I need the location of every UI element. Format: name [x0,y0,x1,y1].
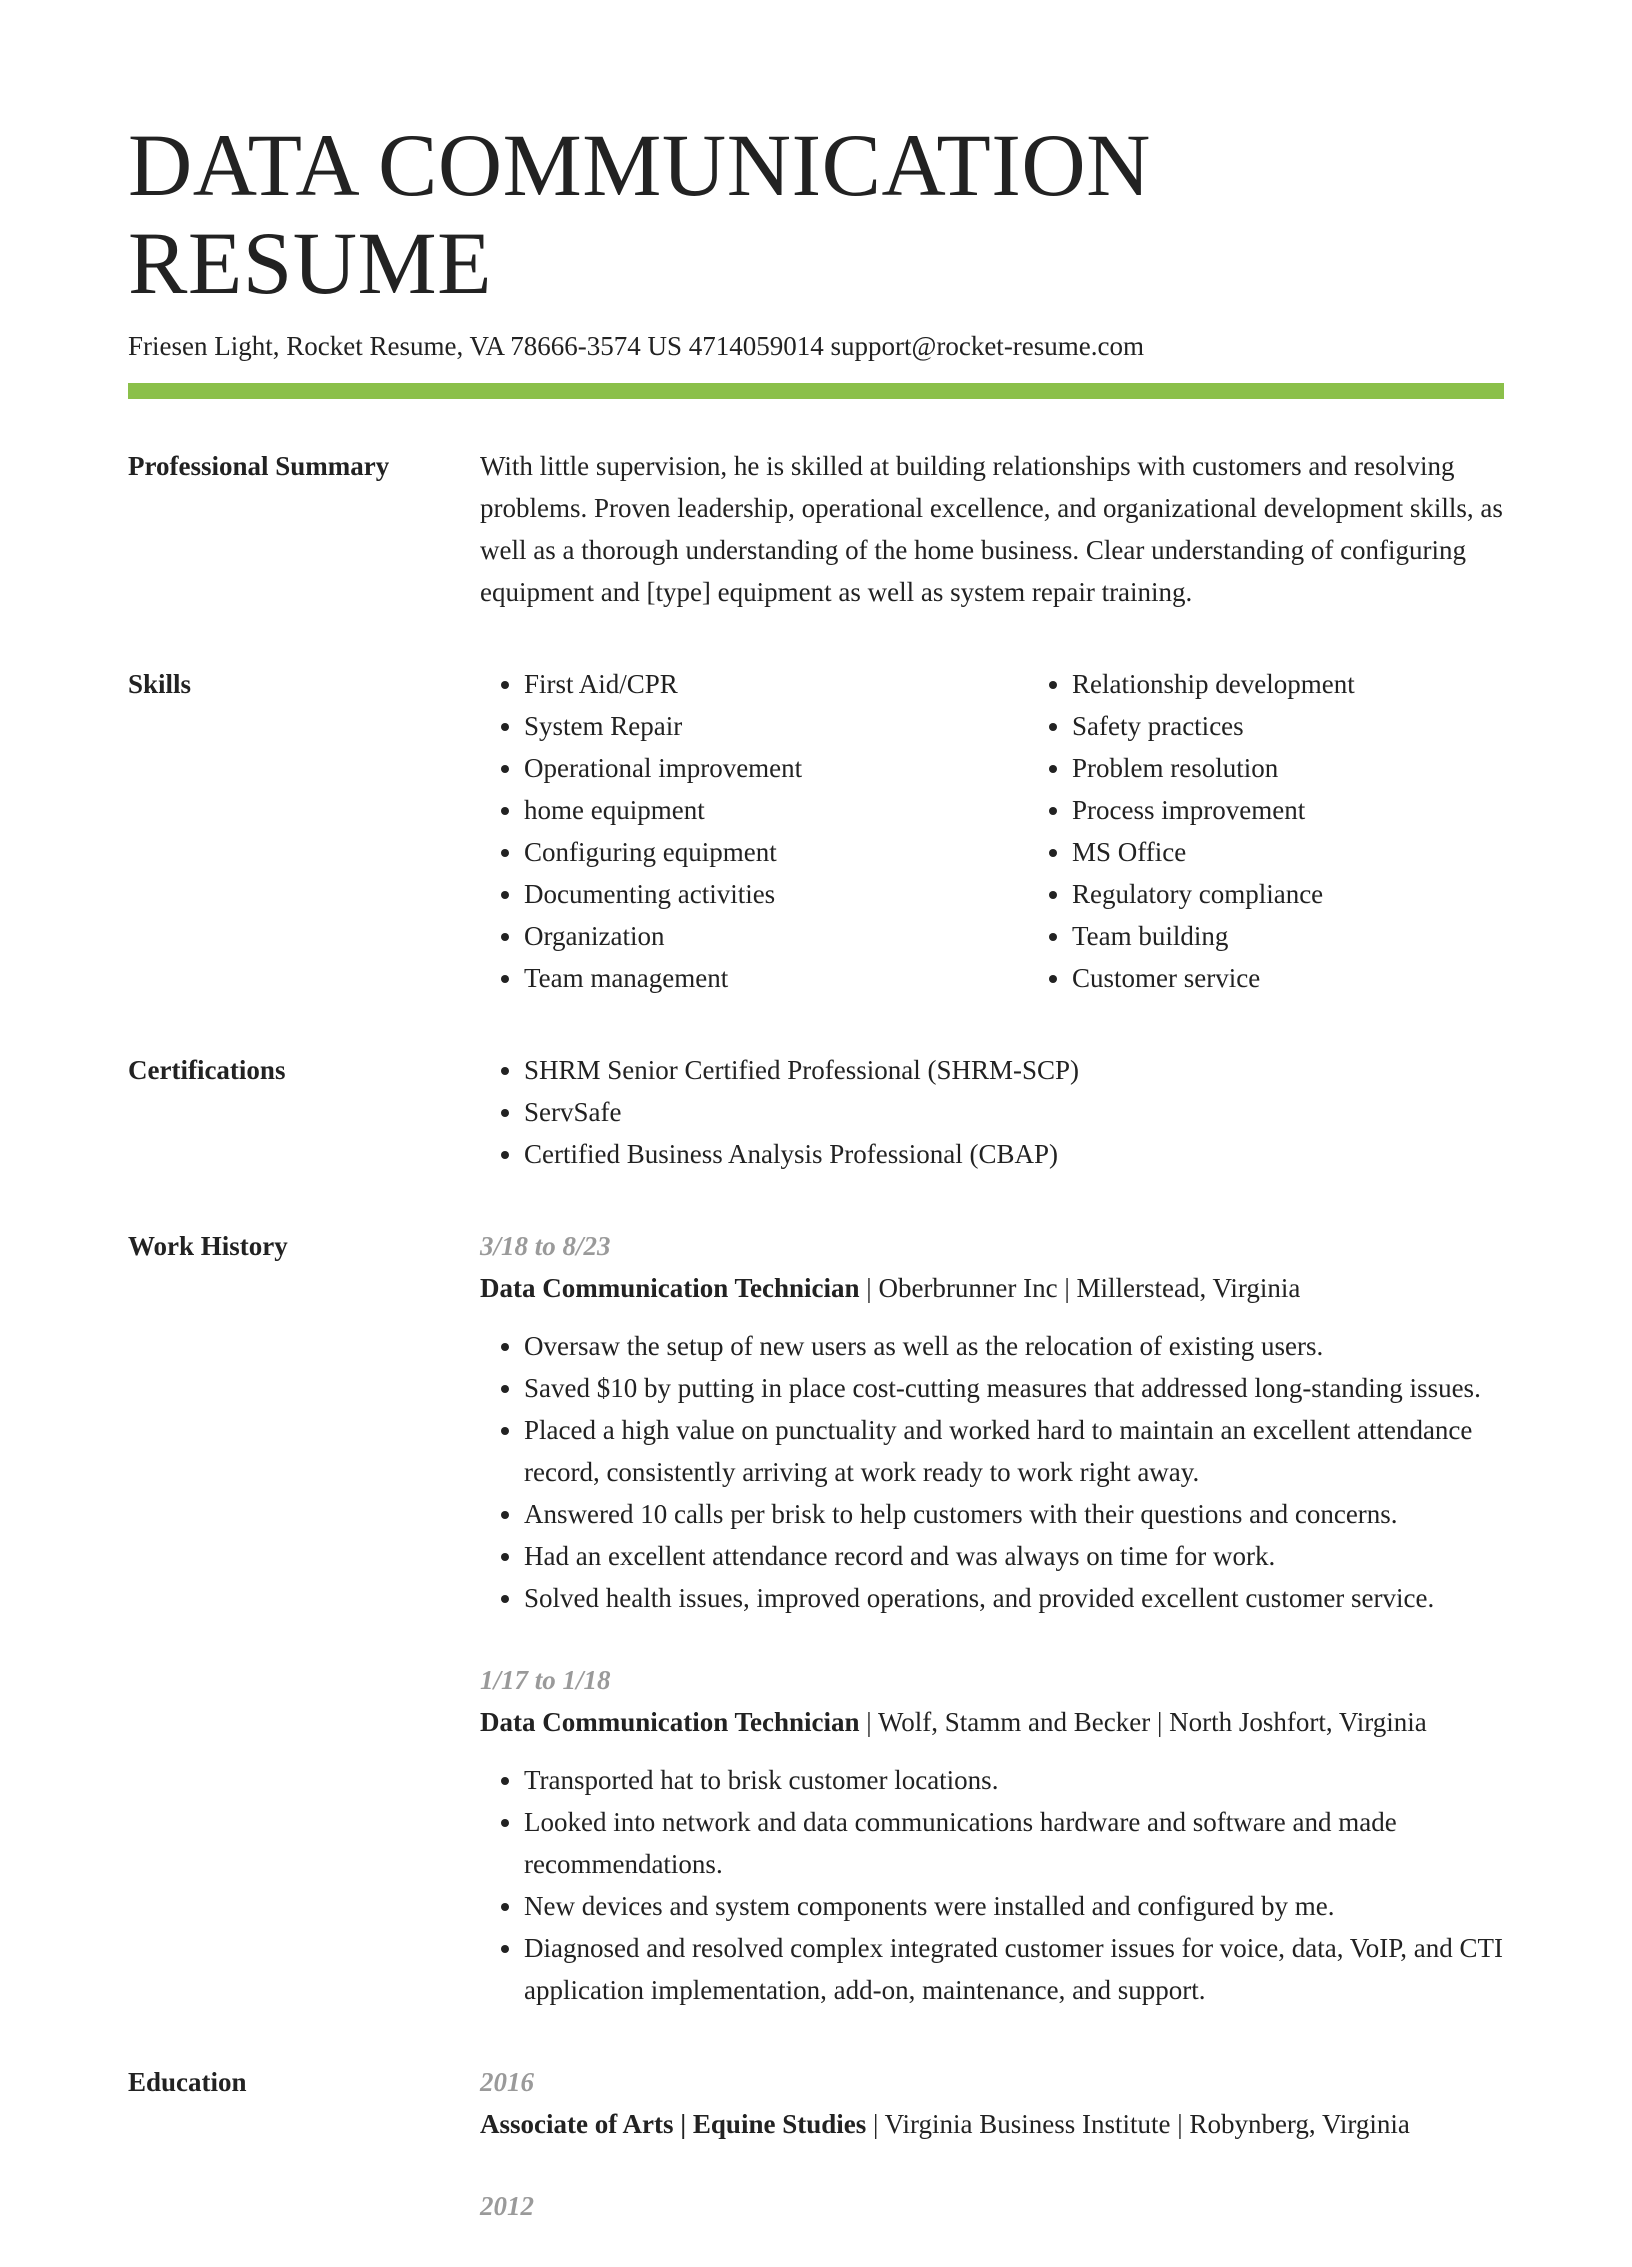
job-duty: • Looked into network and data communications hardware and software and made recommendations. [524,1801,1504,1885]
contact-info: Friesen Light, Rocket Resume, VA 78666-3574 US 4714059014 support@rocket-resume.com [128,330,1145,361]
job-duty: • New devices and system components were installed and configured by me. [524,1885,1504,1927]
skill-item: • Regulatory compliance [1072,873,1576,915]
job-duty: • Oversaw the setup of new users as well as the relocation of existing users. [524,1325,1504,1367]
job-duty: • Solved health issues, improved operations, and provided excellent customer service. [524,1577,1504,1619]
job-entry [480,1659,1504,2011]
job-duty: • Transported hat to brisk customer locations. [524,1759,1504,1801]
job-entry [480,1225,1504,1619]
skill-item: • Problem resolution [1072,747,1576,789]
skill-item: • Documenting activities [524,873,1028,915]
skill-item: • Safety practices [1072,705,1576,747]
skill-item: • Team building [1072,915,1576,957]
skills-list-right [1028,663,1576,999]
work-history-section [128,1225,1504,2011]
section-heading: Certifications [128,1054,286,1085]
job-heading [480,1267,1504,1309]
education-details: | Virginia Business Institute | Robynberg, Virginia [866,2108,1410,2139]
skill-item: • home equipment [524,789,1028,831]
skill-item: • Operational improvement [524,747,1028,789]
skill-item: • First Aid/CPR [524,663,1028,705]
skill-item: • Organization [524,915,1028,957]
certification-item: • ServSafe [524,1091,1504,1133]
section-heading: Education [128,2066,247,2097]
education-year: 2016 [480,2066,534,2097]
certification-item: • Certified Business Analysis Professional (CBAP) [524,1133,1504,1175]
summary-section [128,445,1504,613]
skill-item: • MS Office [1072,831,1576,873]
skill-item: • Process improvement [1072,789,1576,831]
section-heading: Work History [128,1230,288,1261]
job-details: | Oberbrunner Inc | Millerstead, Virginia [859,1272,1301,1303]
education-entry [480,2185,1504,2227]
job-duties [480,1325,1504,1619]
education-section [128,2061,1504,2267]
skills-section [128,663,1504,999]
certification-item: • SHRM Senior Certified Professional (SHRM-SCP) [524,1049,1504,1091]
education-year: 2012 [480,2190,534,2221]
skill-item: • System Repair [524,705,1028,747]
job-dates: 3/18 to 8/23 [480,1230,611,1261]
summary-text: With little supervision, he is skilled at building relationships with customers and resolving problems. Proven leadership, operational excellence, and organizational development skills, as well as a thorough understanding of the home business. Clear understanding of configuring equipment and [type] equipment as well as system repair training. [480,450,1503,607]
job-duty: • Placed a high value on punctuality and worked hard to maintain an excellent attendance record, consistently arriving at work ready to work right away. [524,1409,1504,1493]
job-title: Data Communication Technician [480,1272,860,1303]
job-heading [480,1701,1504,1743]
job-duty: • Saved $10 by putting in place cost-cutting measures that addressed long-standing issues. [524,1367,1504,1409]
skills-list-left [480,663,1028,999]
skill-item: • Relationship development [1072,663,1576,705]
job-duty: • Had an excellent attendance record and was always on time for work. [524,1535,1504,1577]
resume-title: DATA COMMUNICATION RESUME [128,117,1151,313]
section-heading: Professional Summary [128,450,390,481]
certifications-section [128,1049,1504,1175]
education-entry [480,2061,1504,2145]
job-duties [480,1759,1504,2011]
skill-item: • Customer service [1072,957,1576,999]
job-title: Data Communication Technician [480,1706,860,1737]
skill-item: • Configuring equipment [524,831,1028,873]
skill-item: • Team management [524,957,1028,999]
job-details: | Wolf, Stamm and Becker | North Joshfort, Virginia [859,1706,1427,1737]
education-degree: Associate of Arts | Equine Studies [480,2108,867,2139]
header-divider [128,383,1504,399]
job-duty: • Diagnosed and resolved complex integrated customer issues for voice, data, VoIP, and CTI application implementation, add-on, maintenance, and support. [524,1927,1504,2011]
certifications-list [480,1049,1504,1175]
job-dates: 1/17 to 1/18 [480,1664,611,1695]
section-heading: Skills [128,668,192,699]
job-duty: • Answered 10 calls per brisk to help customers with their questions and concerns. [524,1493,1504,1535]
education-heading [480,2103,1504,2145]
